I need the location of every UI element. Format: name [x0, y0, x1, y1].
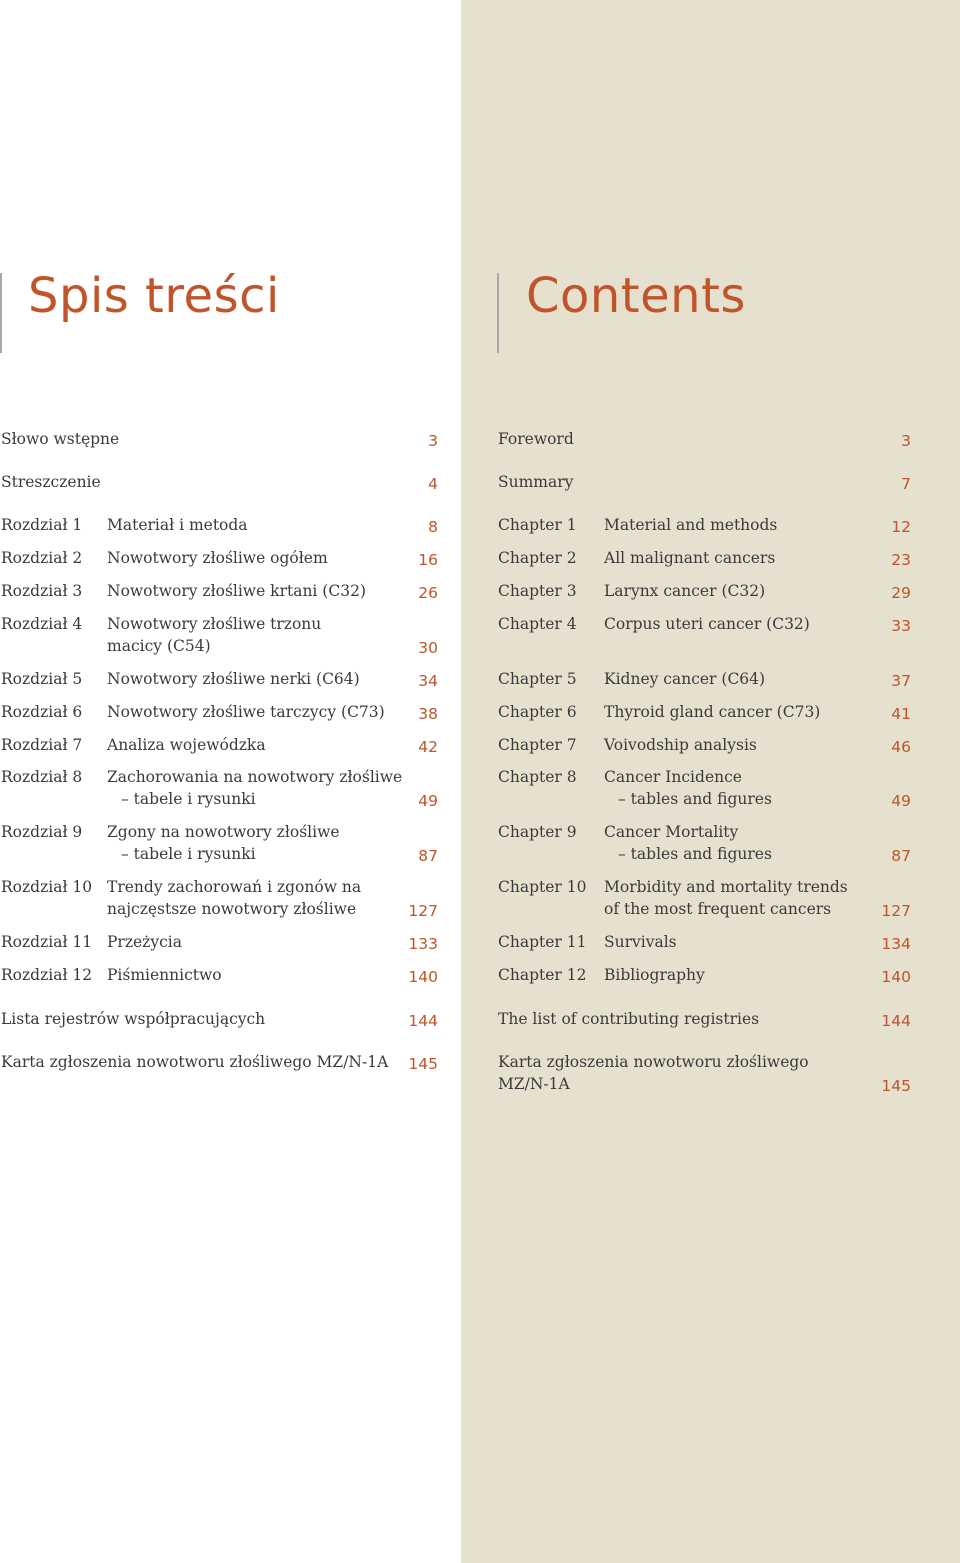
pl-toc-page-number: 140 — [408, 968, 438, 986]
en-toc-entry-label: Chapter 8 — [498, 768, 577, 786]
en-toc-page-number: 12 — [891, 518, 911, 536]
en-toc-entry-title: Morbidity and mortality trends — [604, 878, 848, 896]
pl-toc-entry-title: Zgony na nowotwory złośliwe — [107, 823, 340, 841]
pl-toc-entry-title-line2: macicy (C54) — [107, 637, 211, 655]
en-toc-entry-label: Chapter 7 — [498, 736, 577, 754]
en-toc-entry[interactable] — [498, 1008, 911, 1052]
en-toc-entry-label: Chapter 2 — [498, 549, 577, 567]
pl-toc-entry-label: Słowo wstępne — [1, 430, 120, 448]
pl-toc-entry-label: Rozdział 5 — [1, 670, 83, 688]
en-toc-page-number: 144 — [881, 1012, 911, 1030]
pl-toc-page-number: 145 — [408, 1055, 438, 1073]
pl-toc-entry-label: Rozdział 8 — [1, 768, 83, 786]
en-toc-entry[interactable] — [498, 471, 911, 515]
pl-toc-entry-label: Rozdział 7 — [1, 736, 83, 754]
en-toc-entry-label: Chapter 5 — [498, 670, 577, 688]
pl-toc-entry-title: Zachorowania na nowotwory złośliwe — [107, 768, 403, 786]
pl-toc-entry-label: Karta zgłoszenia nowotworu złośliwego MZ/N-1A — [1, 1053, 389, 1071]
pl-toc-entry[interactable] — [1, 821, 438, 865]
en-toc-page-number: 140 — [881, 968, 911, 986]
en-toc-page-number: 3 — [901, 432, 911, 450]
en-toc-entry-label: Chapter 9 — [498, 823, 577, 841]
pl-toc-entry[interactable] — [1, 876, 438, 920]
pl-toc-entry-label: Rozdział 9 — [1, 823, 83, 841]
en-toc-entry-label: Summary — [498, 473, 574, 491]
en-toc-page-number: 33 — [891, 617, 911, 635]
title-divider-right — [497, 273, 499, 353]
pl-toc-page-number: 144 — [408, 1012, 438, 1030]
pl-toc-entry-title: Nowotwory złośliwe ogółem — [107, 549, 328, 567]
en-toc-entry[interactable] — [498, 821, 911, 865]
en-toc-entry-label: Chapter 3 — [498, 582, 577, 600]
pl-toc-entry-title-line2: – tabele i rysunki — [121, 845, 256, 863]
pl-toc-entry-label: Rozdział 4 — [1, 615, 83, 633]
en-toc-entry-label: The list of contributing registries — [498, 1010, 760, 1028]
pl-toc-entry-label: Rozdział 3 — [1, 582, 83, 600]
en-toc-entry-title-line2: – tables and figures — [618, 845, 772, 863]
pl-toc-entry-label: Rozdział 12 — [1, 966, 93, 984]
pl-toc-page-number: 34 — [418, 672, 438, 690]
en-toc-entry-title: Cancer Mortality — [604, 823, 739, 841]
en-toc-entry-title-line2: of the most frequent cancers — [604, 900, 832, 918]
pl-toc-entry-title: Nowotwory złośliwe trzonu — [107, 615, 322, 633]
en-toc-entry-label-line2: MZ/N-1A — [498, 1075, 570, 1093]
pl-toc-page-number: 42 — [418, 738, 438, 756]
en-toc-page-number: 49 — [891, 792, 911, 810]
pl-toc-entry[interactable] — [1, 1008, 438, 1052]
pl-toc-entry-label: Rozdział 10 — [1, 878, 93, 896]
en-toc-page-number: 145 — [881, 1077, 911, 1095]
pl-toc-page-number: 133 — [408, 935, 438, 953]
pl-toc-page-number: 16 — [418, 551, 438, 569]
pl-toc-entry-title: Analiza wojewódzka — [107, 736, 266, 754]
en-toc-entry-title: Material and methods — [604, 516, 778, 534]
pl-toc-page-number: 127 — [408, 902, 438, 920]
pl-toc-entry-label: Lista rejestrów współpracujących — [1, 1010, 266, 1028]
pl-toc-entry-title: Nowotwory złośliwe tarczycy (C73) — [107, 703, 385, 721]
en-toc-entry-title: Thyroid gland cancer (C73) — [604, 703, 821, 721]
en-toc-page-number: 7 — [901, 475, 911, 493]
en-toc-page-number: 134 — [881, 935, 911, 953]
en-toc-entry-title: All malignant cancers — [604, 549, 776, 567]
en-toc-entry-title: Larynx cancer (C32) — [604, 582, 766, 600]
pl-toc-entry-title: Trendy zachorowań i zgonów na — [107, 878, 362, 896]
en-toc-page-number: 127 — [881, 902, 911, 920]
en-toc-entry[interactable] — [498, 428, 911, 472]
en-toc-entry[interactable] — [498, 1051, 911, 1095]
pl-toc-page-number: 3 — [428, 432, 438, 450]
en-toc-entry-label: Chapter 1 — [498, 516, 577, 534]
en-toc-entry[interactable] — [498, 766, 911, 810]
en-toc-entry-label: Foreword — [498, 430, 574, 448]
pl-toc-entry-title-line2: najczęstsze nowotwory złośliwe — [107, 900, 357, 918]
pl-toc-page-number: 4 — [428, 475, 438, 493]
en-toc-entry-title: Bibliography — [604, 966, 705, 984]
en-toc-entry-title: Kidney cancer (C64) — [604, 670, 766, 688]
pl-toc-entry[interactable] — [1, 1051, 438, 1095]
en-toc-page-number: 37 — [891, 672, 911, 690]
pl-toc-entry-title: Piśmiennictwo — [107, 966, 222, 984]
page-title-english: Contents — [526, 268, 746, 324]
en-toc-entry-title: Corpus uteri cancer (C32) — [604, 615, 810, 633]
en-toc-entry[interactable] — [498, 964, 911, 1008]
pl-toc-entry[interactable] — [1, 471, 438, 515]
pl-toc-page-number: 87 — [418, 847, 438, 865]
en-toc-entry-label: Chapter 12 — [498, 966, 587, 984]
en-toc-entry-label: Karta zgłoszenia nowotworu złośliwego — [498, 1053, 809, 1071]
en-toc-entry-title-line2: – tables and figures — [618, 790, 772, 808]
pl-toc-entry-title: Nowotwory złośliwe nerki (C64) — [107, 670, 360, 688]
en-toc-entry-label: Chapter 4 — [498, 615, 577, 633]
pl-toc-page-number: 8 — [428, 518, 438, 536]
en-toc-page-number: 23 — [891, 551, 911, 569]
pl-toc-entry[interactable] — [1, 613, 438, 657]
pl-toc-entry-label: Streszczenie — [1, 473, 101, 491]
en-toc-entry-title: Survivals — [604, 933, 677, 951]
en-toc-page-number: 29 — [891, 584, 911, 602]
en-toc-entry[interactable] — [498, 613, 911, 657]
pl-toc-page-number: 30 — [418, 639, 438, 657]
pl-toc-entry-title-line2: – tabele i rysunki — [121, 790, 256, 808]
pl-toc-entry-title: Materiał i metoda — [107, 516, 248, 534]
pl-toc-entry[interactable] — [1, 428, 438, 472]
en-toc-entry-label: Chapter 10 — [498, 878, 587, 896]
pl-toc-entry[interactable] — [1, 964, 438, 1008]
pl-toc-page-number: 49 — [418, 792, 438, 810]
en-toc-entry-title: Voivodship analysis — [604, 736, 757, 754]
en-toc-entry-label: Chapter 6 — [498, 703, 577, 721]
title-divider-left — [0, 273, 2, 353]
pl-toc-entry-label: Rozdział 1 — [1, 516, 83, 534]
en-toc-page-number: 46 — [891, 738, 911, 756]
pl-toc-page-number: 38 — [418, 705, 438, 723]
pl-toc-entry[interactable] — [1, 766, 438, 810]
en-toc-entry-title: Cancer Incidence — [604, 768, 742, 786]
pl-toc-entry-title: Przeżycia — [107, 933, 182, 951]
pl-toc-entry-title: Nowotwory złośliwe krtani (C32) — [107, 582, 366, 600]
en-toc-page-number: 41 — [891, 705, 911, 723]
pl-toc-entry-label: Rozdział 2 — [1, 549, 83, 567]
page-title-polish: Spis treści — [28, 268, 280, 324]
pl-toc-entry-label: Rozdział 6 — [1, 703, 83, 721]
en-toc-page-number: 87 — [891, 847, 911, 865]
pl-toc-page-number: 26 — [418, 584, 438, 602]
pl-toc-entry-label: Rozdział 11 — [1, 933, 93, 951]
en-toc-entry[interactable] — [498, 876, 911, 920]
en-toc-entry-label: Chapter 11 — [498, 933, 587, 951]
